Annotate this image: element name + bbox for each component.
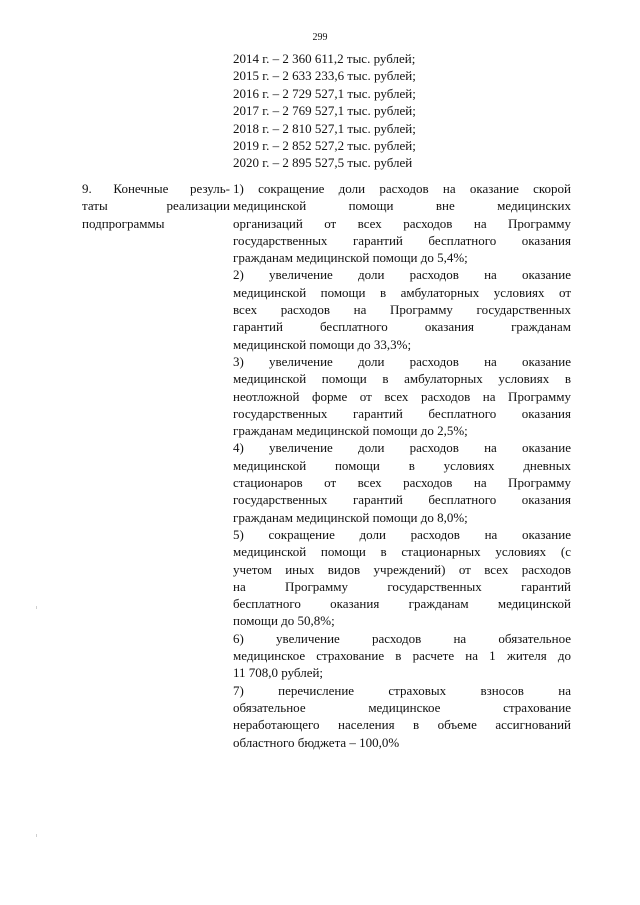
scan-margin-mark	[36, 834, 37, 837]
result-line: государственных гарантий бесплатного оказания	[233, 232, 571, 248]
result-line: медицинской помощи в условиях дневных	[233, 457, 571, 473]
result-item-3	[233, 353, 571, 439]
result-line: 5) сокращение доли расходов на оказание	[233, 526, 571, 542]
section-label-line: таты реализации	[82, 198, 230, 214]
result-item-7	[233, 682, 571, 751]
result-line: гражданам медицинской помощи до 5,4%;	[233, 250, 468, 266]
result-line: медицинской помощи в амбулаторных условиях от	[233, 284, 571, 300]
page-number: 299	[312, 32, 328, 43]
result-line: организаций от всех расходов на Программу	[233, 215, 571, 231]
funding-year-line: 2018 г. – 2 810 527,1 тыс. рублей;	[233, 120, 416, 136]
funding-year-line: 2019 г. – 2 852 527,2 тыс. рублей;	[233, 138, 416, 154]
result-line: медицинской помощи до 33,3%;	[233, 336, 412, 352]
result-item-5	[233, 526, 571, 630]
result-line: учетом иных видов учреждений) от всех расходов	[233, 561, 571, 577]
result-item-4	[233, 439, 571, 525]
funding-by-year-list	[233, 50, 573, 172]
funding-year-line: 2015 г. – 2 633 233,6 тыс. рублей;	[233, 68, 416, 84]
result-line: областного бюджета – 100,0%	[233, 734, 400, 750]
scan-margin-mark	[36, 606, 37, 609]
result-line: 7) перечисление страховых взносов на	[233, 682, 571, 698]
result-line: медицинской помощи в амбулаторных условиях в	[233, 371, 571, 387]
result-line: всех расходов на Программу государственных	[233, 302, 571, 318]
result-line: гражданам медицинской помощи до 2,5%;	[233, 423, 468, 439]
result-line: 1) сокращение доли расходов на оказание скорой	[233, 181, 571, 196]
result-line: стационаров от всех расходов на Программу	[233, 475, 571, 491]
result-item-2	[233, 266, 571, 352]
result-item-6	[233, 630, 571, 682]
funding-year-line: 2020 г. – 2 895 527,5 тыс. рублей	[233, 155, 413, 171]
result-line: государственных гарантий бесплатного оказания	[233, 405, 571, 421]
result-line: государственных гарантий бесплатного оказания	[233, 492, 571, 508]
section-label	[82, 180, 230, 232]
result-line: гарантий бесплатного оказания гражданам	[233, 319, 571, 335]
result-line: неотложной форме от всех расходов на Программу	[233, 388, 571, 404]
section-label-line: подпрограммы	[82, 215, 165, 231]
result-item-1	[233, 180, 571, 266]
result-line: неработающего населения в объеме ассигнований	[233, 717, 571, 733]
funding-year-line: 2014 г. – 2 360 611,2 тыс. рублей;	[233, 51, 416, 66]
result-line: 3) увеличение доли расходов на оказание	[233, 353, 571, 369]
result-line: на Программу государственных гарантий	[233, 578, 571, 594]
result-line: 6) увеличение расходов на обязательное	[233, 630, 571, 646]
result-line: медицинской помощи вне медицинских	[233, 198, 571, 214]
result-line: медицинское страхование в расчете на 1 жителя до	[233, 648, 571, 664]
result-line: бесплатного оказания гражданам медицинской	[233, 596, 571, 612]
result-line: гражданам медицинской помощи до 8,0%;	[233, 509, 468, 525]
result-line: 4) увеличение доли расходов на оказание	[233, 440, 571, 456]
result-line: обязательное медицинское страхование	[233, 699, 571, 715]
funding-year-line: 2017 г. – 2 769 527,1 тыс. рублей;	[233, 103, 416, 119]
result-line: 11 708,0 рублей;	[233, 665, 324, 681]
result-line: помощи до 50,8%;	[233, 613, 335, 629]
funding-year-line: 2016 г. – 2 729 527,1 тыс. рублей;	[233, 85, 416, 101]
results-list	[233, 180, 571, 751]
result-line: медицинской помощи в стационарных условиях (с	[233, 544, 571, 560]
section-label-line: 9. Конечные резуль-	[82, 181, 230, 196]
result-line: 2) увеличение доли расходов на оказание	[233, 267, 571, 283]
